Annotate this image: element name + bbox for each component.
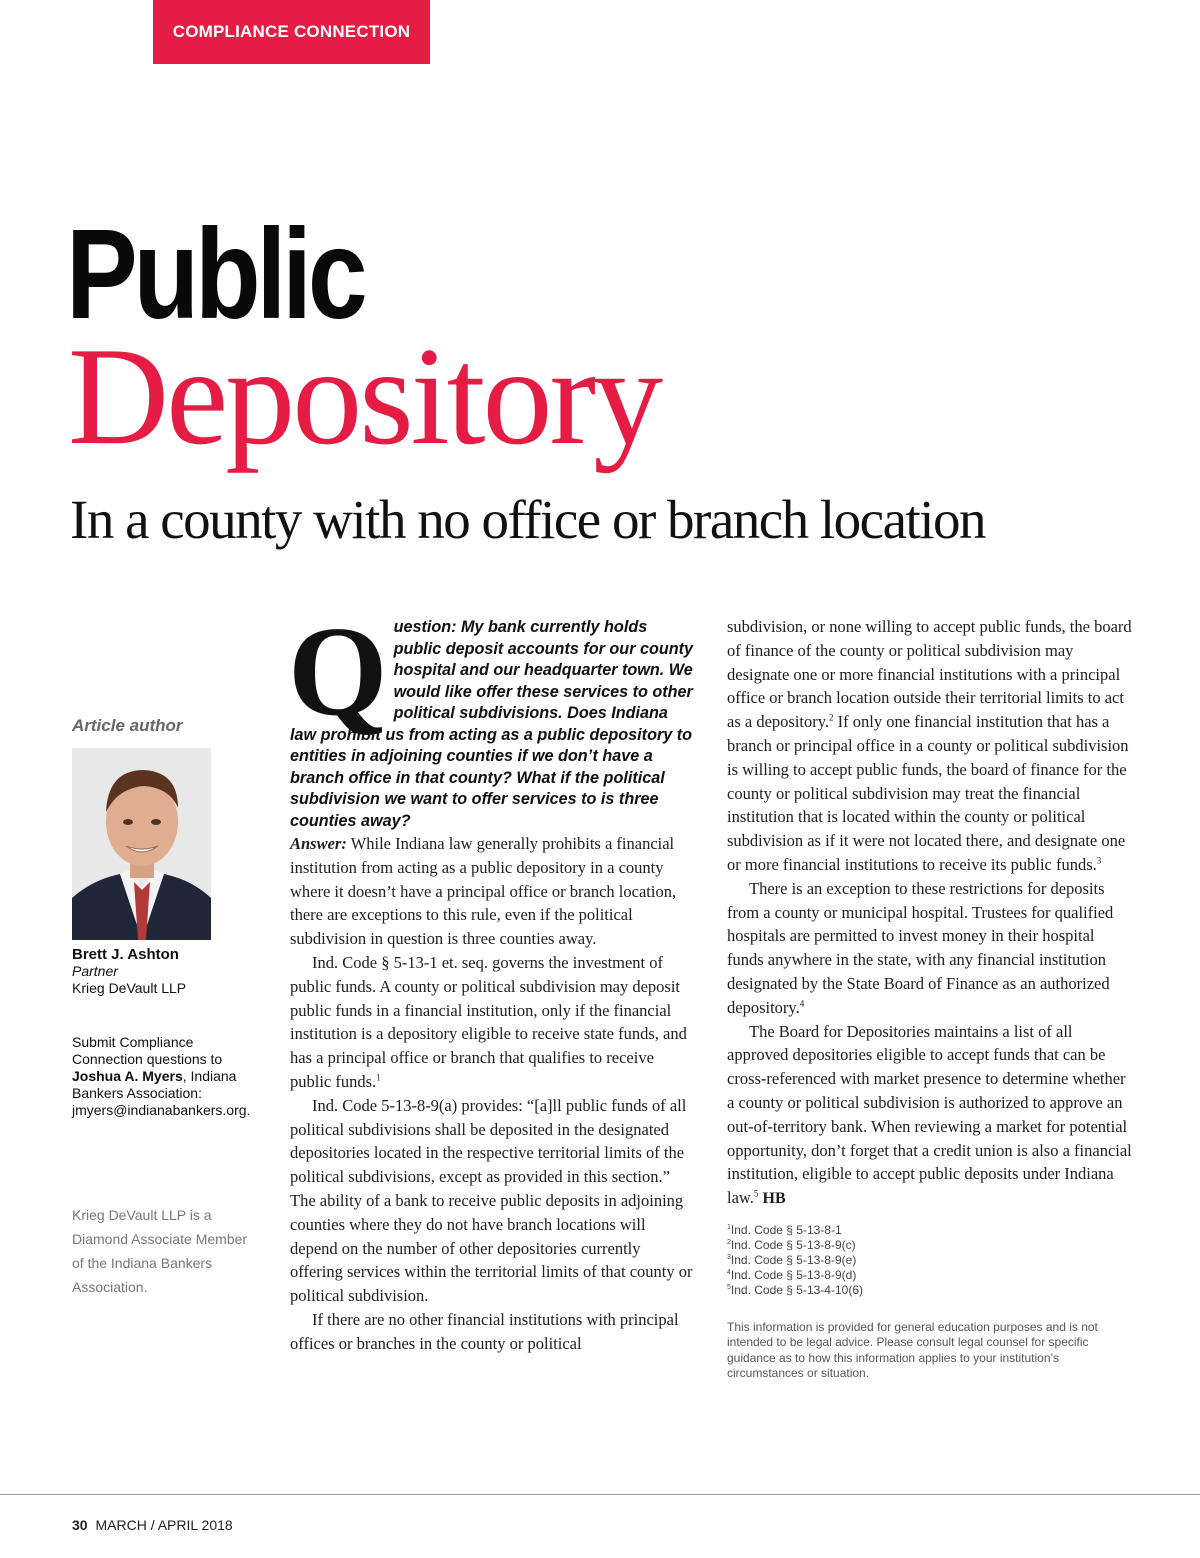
answer-paragraph: [290, 832, 695, 951]
page-footer: [72, 1517, 233, 1533]
footer-divider: [0, 1494, 1200, 1495]
section-tab: [153, 0, 430, 64]
footnote-text: Ind. Code § 5-13-8-9(c): [730, 1237, 856, 1252]
issue-date: MARCH / APRIL 2018: [95, 1517, 233, 1533]
footnote-text: Ind. Code § 5-13-8-9(e): [730, 1252, 857, 1267]
submit-questions-note: [72, 1034, 252, 1119]
footnote-ref: 3: [1096, 855, 1102, 866]
answer-text: While Indiana law generally prohibits a financial institution from acting as a public depository in a county where it doesn’t have a principal office or branch location, there are exceptions to this rule, even if the political subdivision in question is three counties away.: [290, 834, 677, 949]
author-firm: Krieg DeVault LLP: [72, 980, 187, 996]
footnotes: [727, 1223, 1132, 1298]
footnote-item: [727, 1238, 1132, 1253]
body-paragraph: [727, 1020, 1132, 1211]
submit-contact-name: Joshua A. Myers: [72, 1068, 183, 1084]
body-paragraph: [727, 877, 1132, 1020]
submit-text-2: , Indiana Bankers Association:: [72, 1068, 237, 1101]
subtitle: In a county with no office or branch location: [70, 489, 986, 550]
body-paragraph: Ind. Code 5-13-8-9(a) provides: “[a]ll public funds of all political subdivisions shall be deposited in the designated depositories located in the respective territorial limits of the political subdivisions, except as provided in this section.” The ability of a bank to receive public deposits in adjoining counties where they do not have branch locations will depend on the number of other depositories currently offering services within the territorial limits of that county or political subdivision.: [290, 1095, 693, 1306]
author-portrait-illustration: [72, 748, 211, 940]
footnote-text: Ind. Code § 5-13-8-9(d): [730, 1267, 857, 1282]
footnote-number: 1: [727, 1223, 731, 1231]
footnote-number: 2: [727, 1238, 731, 1246]
author-name: Brett J. Ashton: [72, 946, 179, 963]
footnote-item: [727, 1283, 1132, 1298]
author-info: [72, 946, 252, 997]
body-text: subdivision, or none willing to accept public funds, the board of finance of the county or political subdivision may designate one or more financial institutions with a principal office or branch location outside their territorial limits to act as a depository.: [727, 617, 1132, 732]
author-role: Partner: [72, 963, 118, 979]
footnote-ref: 5: [753, 1188, 759, 1199]
body-paragraph: If there are no other financial institutions with principal offices or branches in the county or political: [290, 1309, 679, 1353]
section-tab-label: COMPLIANCE CONNECTION: [172, 22, 411, 41]
page-number: 30: [72, 1517, 88, 1533]
body-text: There is an exception to these restrictions for deposits from a county or municipal hospital. Trustees for qualified hospitals are permitted to invest money in their hospital funds anywhere in the state, with any financial institution designated by the State Board of Finance as an authorized depository.: [727, 878, 1114, 1017]
body-text: Ind. Code § 5-13-1 et. seq. governs the investment of public funds. A county or political subdivision may deposit public funds in a financial institution, only if the financial institution is a depository eligible to receive state funds, and has a principal office or branch that qualifies to receive public funds.: [290, 952, 687, 1091]
footnote-number: 5: [727, 1283, 731, 1291]
footnote-number: 4: [727, 1268, 731, 1276]
question-paragraph: [288, 600, 695, 832]
footnote-text: Ind. Code § 5-13-8-1: [730, 1222, 842, 1237]
title-line-1: Public: [66, 203, 364, 346]
article-column-1: [288, 600, 695, 1356]
disclaimer: This information is provided for general education purposes and is not intended to be legal advice. Please consult legal counsel for specific guidance as to how this information applies to your institution’s circumstances or situation.: [727, 1319, 1098, 1381]
question-text: uestion: My bank currently holds public deposit accounts for our county hospital and our headquarter town. We would like offer these services to other political subdivisions. Does Indiana law prohibit us from acting as a public depository to entities in adjoining counties if we don’t have a branch office in that county? What if the political subdivision we want to offer services to is three counties away?: [290, 618, 694, 830]
body-paragraph: [290, 951, 695, 1094]
footnote-item: [727, 1223, 1132, 1238]
article-column-2: [727, 615, 1132, 1382]
body-text: If only one financial institution that has a branch or principal office in a county or political subdivision is willing to accept public funds, the board of finance for the county or political subdivision may treat the financial institution that is located within the county or political subdivision as if it were not located there, and designate one or more financial institutions to receive its public funds.: [727, 712, 1129, 874]
footnote-item: [727, 1253, 1132, 1268]
footnote-ref: 1: [376, 1072, 381, 1083]
drop-cap: Q: [288, 600, 388, 742]
author-label: Article author: [72, 716, 183, 735]
member-note: Krieg DeVault LLP is a Diamond Associate Member of the Indiana Bankers Association.: [72, 1207, 248, 1295]
end-mark: HB: [762, 1190, 786, 1208]
footnote-text: Ind. Code § 5-13-4-10(6): [730, 1282, 863, 1297]
submit-email[interactable]: jmyers@indianabankers.org.: [72, 1102, 251, 1118]
body-text: The Board for Depositories maintains a list of all approved depositories eligible to accept funds that can be cross-referenced with market presence to determine whether a county or political subdivision is authorized to approve an out-of-territory bank. When reviewing a market for potential opportunity, don’t forget that a credit union is also a financial institution, eligible to accept public deposits under Indiana law.: [727, 1021, 1132, 1208]
footnote-ref: 4: [799, 998, 805, 1009]
footnote-ref: 2: [829, 712, 834, 723]
author-photo: [72, 748, 211, 940]
footnote-number: 3: [727, 1253, 731, 1261]
body-paragraph-continued: [727, 615, 1132, 877]
footnote-item: [727, 1268, 1132, 1283]
submit-text-1: Submit Compliance Connection questions to: [72, 1034, 223, 1067]
answer-label: Answer:: [290, 834, 347, 853]
title-line-2: Depository: [68, 319, 661, 474]
